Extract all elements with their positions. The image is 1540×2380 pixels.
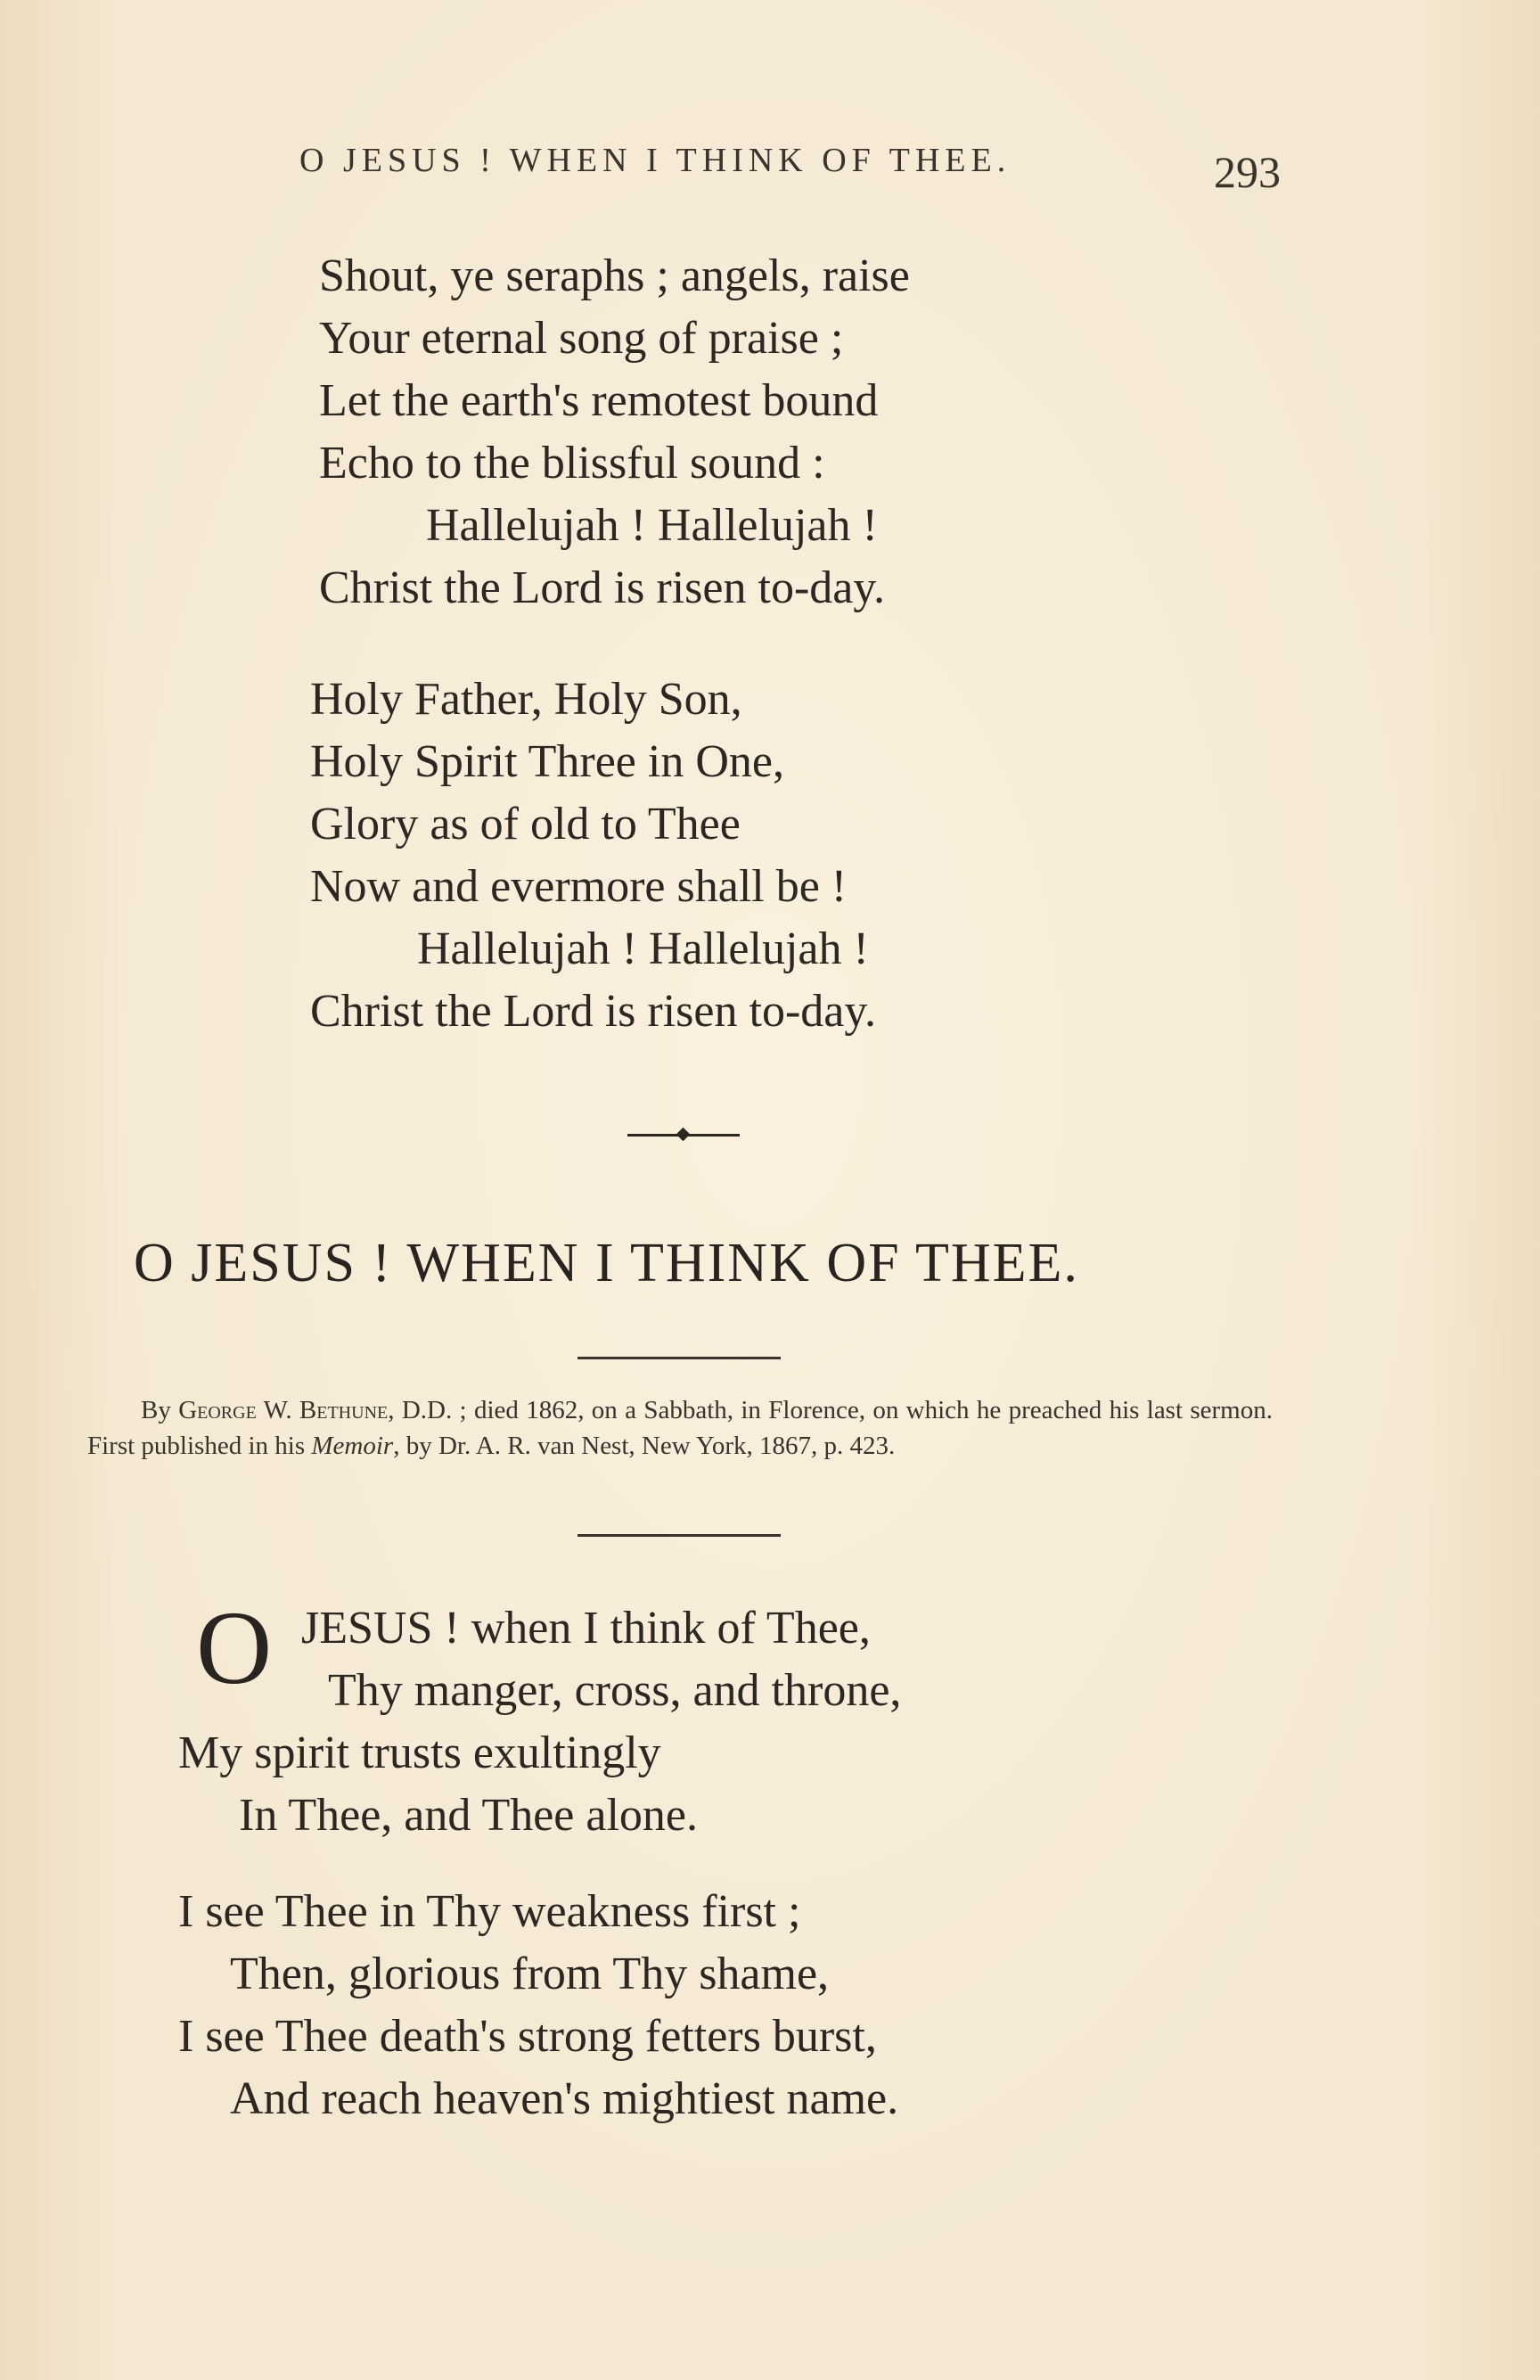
divider-bar-left <box>627 1134 679 1137</box>
attribution-work-title: Memoir <box>311 1432 394 1460</box>
verse-line: In Thee, and Thee alone. <box>239 1790 698 1841</box>
verse-line: My spirit trusts exultingly <box>178 1728 661 1778</box>
divider-bar-right <box>688 1134 740 1137</box>
verse-line: Christ the Lord is risen to-day. <box>319 562 885 613</box>
verse-line-refrain: Hallelujah ! Hallelujah ! <box>426 500 878 551</box>
attribution-by: By <box>141 1396 171 1424</box>
hymn-title: O JESUS ! WHEN I THINK OF THEE. <box>134 1233 1079 1293</box>
verse-line: Your eternal song of praise ; <box>319 313 844 364</box>
hymn-stanza-2 <box>178 1881 898 2130</box>
verse-line: Shout, ye seraphs ; angels, raise <box>319 250 910 301</box>
attribution-details: , D.D. ; died 1862, on a Sabbath, in Florence, on which he preached his last sermon. First published in his <box>87 1396 1273 1460</box>
hymn-stanza-1 <box>178 1589 902 1847</box>
rule-below-attribution <box>578 1534 781 1537</box>
attribution-publication: , by Dr. A. R. van Nest, New York, 1867, p. 423. <box>393 1432 896 1460</box>
verse-line: Now and evermore shall be ! <box>310 861 848 912</box>
verse-line: And reach heaven's mightiest name. <box>230 2073 899 2124</box>
section-divider-ornament <box>627 1128 740 1141</box>
stanza-2 <box>310 669 876 1043</box>
verse-line: Then, glorious from Thy shame, <box>230 1949 830 1999</box>
verse-line: Echo to the blissful sound : <box>319 438 825 488</box>
running-head: O JESUS ! WHEN I THINK OF THEE. <box>299 142 1012 179</box>
attribution-author: George W. Bethune <box>178 1396 389 1424</box>
page-number: 293 <box>1214 147 1281 197</box>
verse-line: Christ the Lord is risen to-day. <box>310 986 876 1037</box>
verse-line: Glory as of old to Thee <box>310 799 741 849</box>
drop-cap: O <box>196 1589 273 1706</box>
verse-line: Holy Spirit Three in One, <box>310 736 784 787</box>
verse-line: I see Thee death's strong fetters burst, <box>178 2011 877 2062</box>
rule-above-attribution <box>578 1357 781 1359</box>
verse-line-refrain: Hallelujah ! Hallelujah ! <box>417 923 869 974</box>
verse-line: Thy manger, cross, and throne, <box>328 1665 902 1716</box>
verse-line: Let the earth's remotest bound <box>319 375 879 426</box>
stanza-1 <box>319 245 910 620</box>
verse-line: JESUS ! when I think of Thee, <box>301 1603 871 1654</box>
hymn-attribution <box>87 1392 1273 1464</box>
verse-line: I see Thee in Thy weakness first ; <box>178 1886 801 1937</box>
verse-line: Holy Father, Holy Son, <box>310 674 742 725</box>
